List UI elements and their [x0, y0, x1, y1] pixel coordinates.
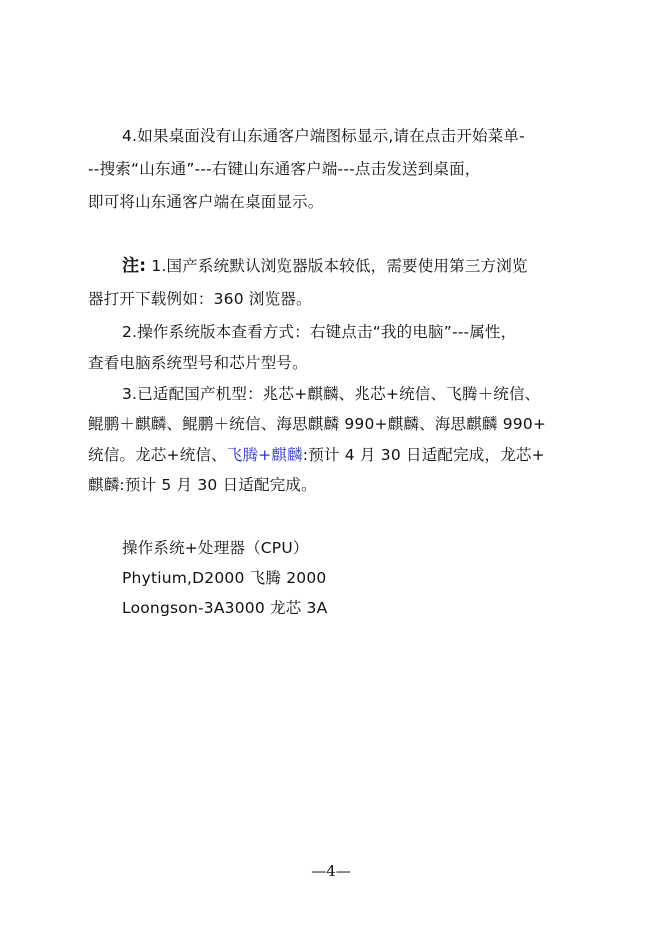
- cpu-table-row-2: Loongson-3A3000 龙芯 3A: [122, 599, 328, 617]
- note3-line4: 麒麟:预计 5 月 30 日适配完成。: [88, 476, 317, 494]
- note3-line2: 鲲鹏＋麒麟、鲲鹏＋统信、海思麒麟 990+麒麟、海思麒麟 990+: [88, 415, 547, 433]
- note1-text: 1.国产系统默认浏览器版本较低，需要使用第三方浏览: [146, 257, 528, 275]
- item4-line1: 4.如果桌面没有山东通客户端图标显示,请在点击开始菜单-: [122, 127, 525, 145]
- note3-text-a: 统信。龙芯+统信、: [88, 446, 227, 464]
- item4-line3: 即可将山东通客户端在桌面显示。: [88, 193, 324, 211]
- note3-text-b: :预计 4 月 30 日适配完成，龙芯+: [302, 446, 545, 464]
- note1-line1: [122, 256, 622, 276]
- note-label: 注:: [122, 256, 147, 276]
- note1-line2: 器打开下载例如：360 浏览器。: [88, 290, 312, 308]
- note2-line2: 查看电脑系统型号和芯片型号。: [88, 354, 308, 372]
- cpu-table-header: 操作系统+处理器（CPU）: [122, 539, 309, 557]
- note3-line1: 3.已适配国产机型：兆芯+麒麟、兆芯+统信、飞腾＋统信、: [122, 385, 541, 403]
- note3-highlight: 飞腾+麒麟: [226, 446, 303, 464]
- item4-line2: --搜索“山东通”---右键山东通客户端---点击发送到桌面，: [88, 160, 481, 178]
- cpu-table-row-1: Phytium,D2000 飞腾 2000: [122, 569, 327, 587]
- note3-line3: [88, 445, 588, 465]
- page-number: —4—: [311, 862, 351, 880]
- note2-line1: 2.操作系统版本查看方式：右键点击“我的电脑”---属性，: [122, 323, 517, 341]
